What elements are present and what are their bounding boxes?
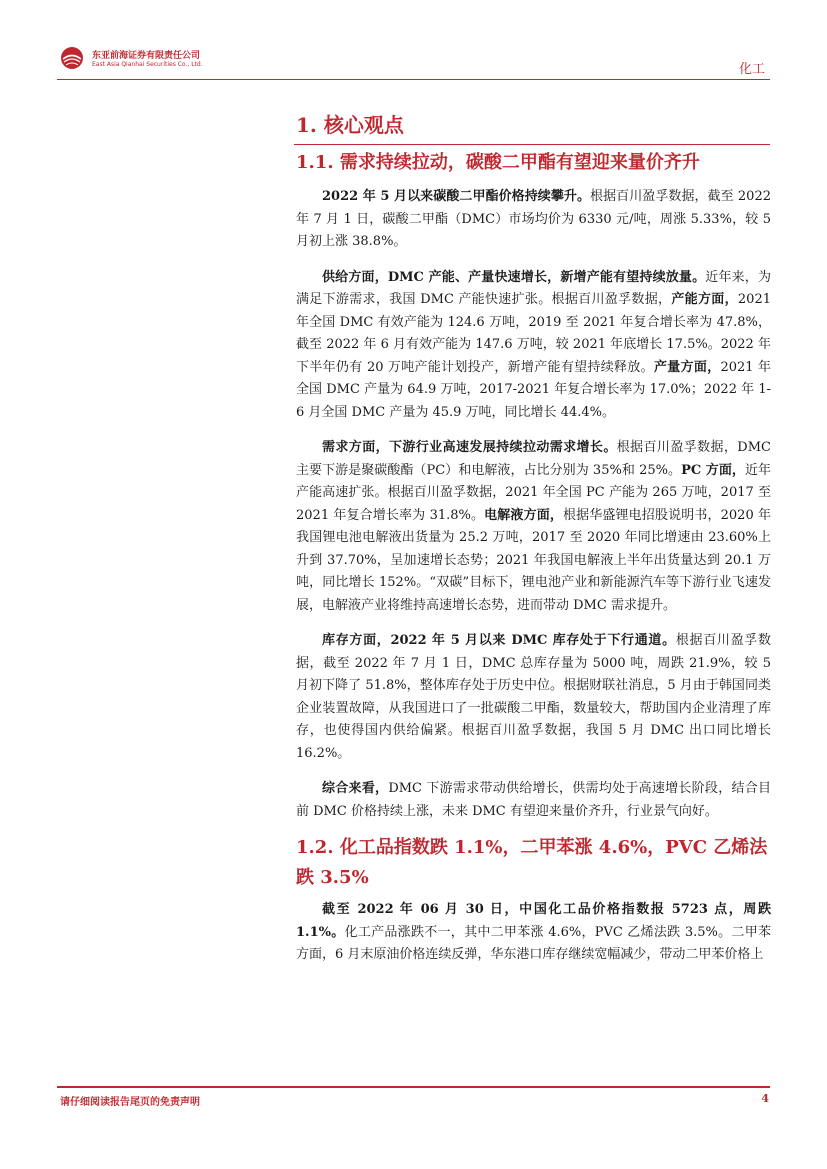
paragraph-lead: 库存方面，2022 年 5 月以来 DMC 库存处于下行通道。 [322, 633, 676, 648]
section-divider [294, 144, 770, 145]
paragraph-lead: 电解液方面， [484, 507, 563, 523]
paragraph-inventory [296, 630, 771, 765]
paragraph-lead: 综合来看， [322, 781, 389, 796]
main-content [296, 110, 771, 967]
paragraph-lead: 2022 年 5 月以来碳酸二甲酯价格持续攀升。 [322, 189, 591, 204]
section-heading-block [296, 110, 771, 148]
paragraph-text: 2021 年全国 DMC 产量为 64.9 万吨，2017-2021 年复合增长率为 17.0%；2022 年 1-6 月全国 DMC 产量为 45.9 万吨，同比增长 44.4%。 [296, 359, 771, 420]
company-name-cn: 东亚前海证券有限责任公司 [92, 51, 201, 61]
paragraph-text: 近年产能高速扩张。根据百川盈孚数据，2021 年全国 PC 产能为 265 万吨，2017 至 2021 年复合增长率为 31.8%。 [296, 462, 771, 523]
paragraph-text: 根据百川盈孚数据，截至 2022 年 7 月 1 日，DMC 总库存量为 5000 吨，周跌 21.9%，较 5 月初下降了 51.8%，整体库存处于历史中位。根据财联社消息，5 月由于韩国同类企业装置故障，从我国进口了一批碳酸二甲酯，数量较大，帮助国内企业清理了库存，也使得国内供给偏紧。根据百川盈孚数据，我国 5 月 DMC 出口同比增长 16.2%。 [296, 633, 771, 761]
company-name-en: East Asia Qianhai Securities Co., Ltd. [92, 61, 203, 68]
subsection-title-2: 1.2. 化工品指数跌 1.1%，二甲苯涨 4.6%，PVC 乙烯法跌 3.5% [296, 837, 768, 888]
company-logo-icon [60, 46, 84, 70]
disclaimer-text: 请仔细阅读报告尾页的免责声明 [60, 1097, 200, 1108]
section-title: 1. 核心观点 [296, 113, 404, 137]
paragraph-price [296, 186, 771, 254]
paragraph-text: 根据百川盈孚数据，截至 2022 年 7 月 1 日，碳酸二甲酯（DMC）市场均价为 6330 元/吨，周涨 5.33%，较 5 月初上涨 38.8%。 [296, 189, 771, 249]
paragraph-supply [296, 267, 771, 425]
paragraph-lead: 供给方面，DMC 产能、产量快速增长，新增产能有望持续放量。 [322, 269, 706, 285]
sector-label: 化工 [738, 62, 765, 77]
header-divider [57, 79, 770, 80]
page-header [0, 0, 827, 80]
footer-divider [57, 1086, 770, 1088]
paragraph-text: 近年来，为满足下游需求，我国 DMC 产能快速扩张。根据百川盈孚数据， [296, 269, 771, 307]
paragraph-lead: 产量方面， [653, 359, 721, 375]
paragraph-lead: PC 方面， [681, 462, 745, 478]
paragraph-lead: 需求方面，下游行业高速发展持续拉动需求增长。 [322, 440, 617, 455]
paragraph-lead: 产能方面， [671, 292, 738, 307]
paragraph-text: 根据华盛锂电招股说明书，2020 年我国锂电池电解液出货量为 25.2 万吨，2017 至 2020 年同比增速由 23.60%上升到 37.70%，呈加速增长态势；2021 年我国电解液上半年出货量达到 20.1 万吨，同比增长 152%。“双碳”目标下，锂电池产业和新能源汽车等下游行业飞速发展，电解液产业将维持高速增长态势，进而带动 DMC 需求提升。 [296, 507, 771, 613]
paragraph-summary [296, 778, 771, 823]
paragraph-text: DMC 下游需求带动供给增长，供需均处于高速增长阶段，结合目前 DMC 价格持续上涨，未来 DMC 有望迎来量价齐升，行业景气向好。 [296, 781, 771, 819]
paragraph-text: 根据百川盈孚数据，DMC 主要下游是聚碳酸酯（PC）和电解液，占比分别为 35%和 25%。 [296, 440, 771, 478]
paragraph-text: 化工产品涨跌不一，其中二甲苯涨 4.6%，PVC 乙烯法跌 3.5%。二甲苯方面，6 月末原油价格连续反弹，华东港口库存继续宽幅减少，带动二甲苯价格上 [296, 924, 771, 962]
paragraph-demand [296, 437, 771, 617]
subsection-title-1: 1.1. 需求持续拉动，碳酸二甲酯有望迎来量价齐升 [296, 152, 700, 173]
paragraph-lead: 截至 2022 年 06 月 30 日，中国化工品价格指数报 5723 点，周跌 1.1%。 [296, 902, 771, 940]
page-number: 4 [761, 1092, 769, 1105]
paragraph-text: 2021 年全国 DMC 有效产能为 124.6 万吨，2019 至 2021 年复合增长率为 47.8%，截至 2022 年 6 月有效产能为 147.6 万吨，较 2021 年底增长 17.5%。2022 年下半年仍有 20 万吨产能计划投产，新增产能有望持续释放。 [296, 292, 771, 375]
paragraph-index [296, 899, 771, 967]
